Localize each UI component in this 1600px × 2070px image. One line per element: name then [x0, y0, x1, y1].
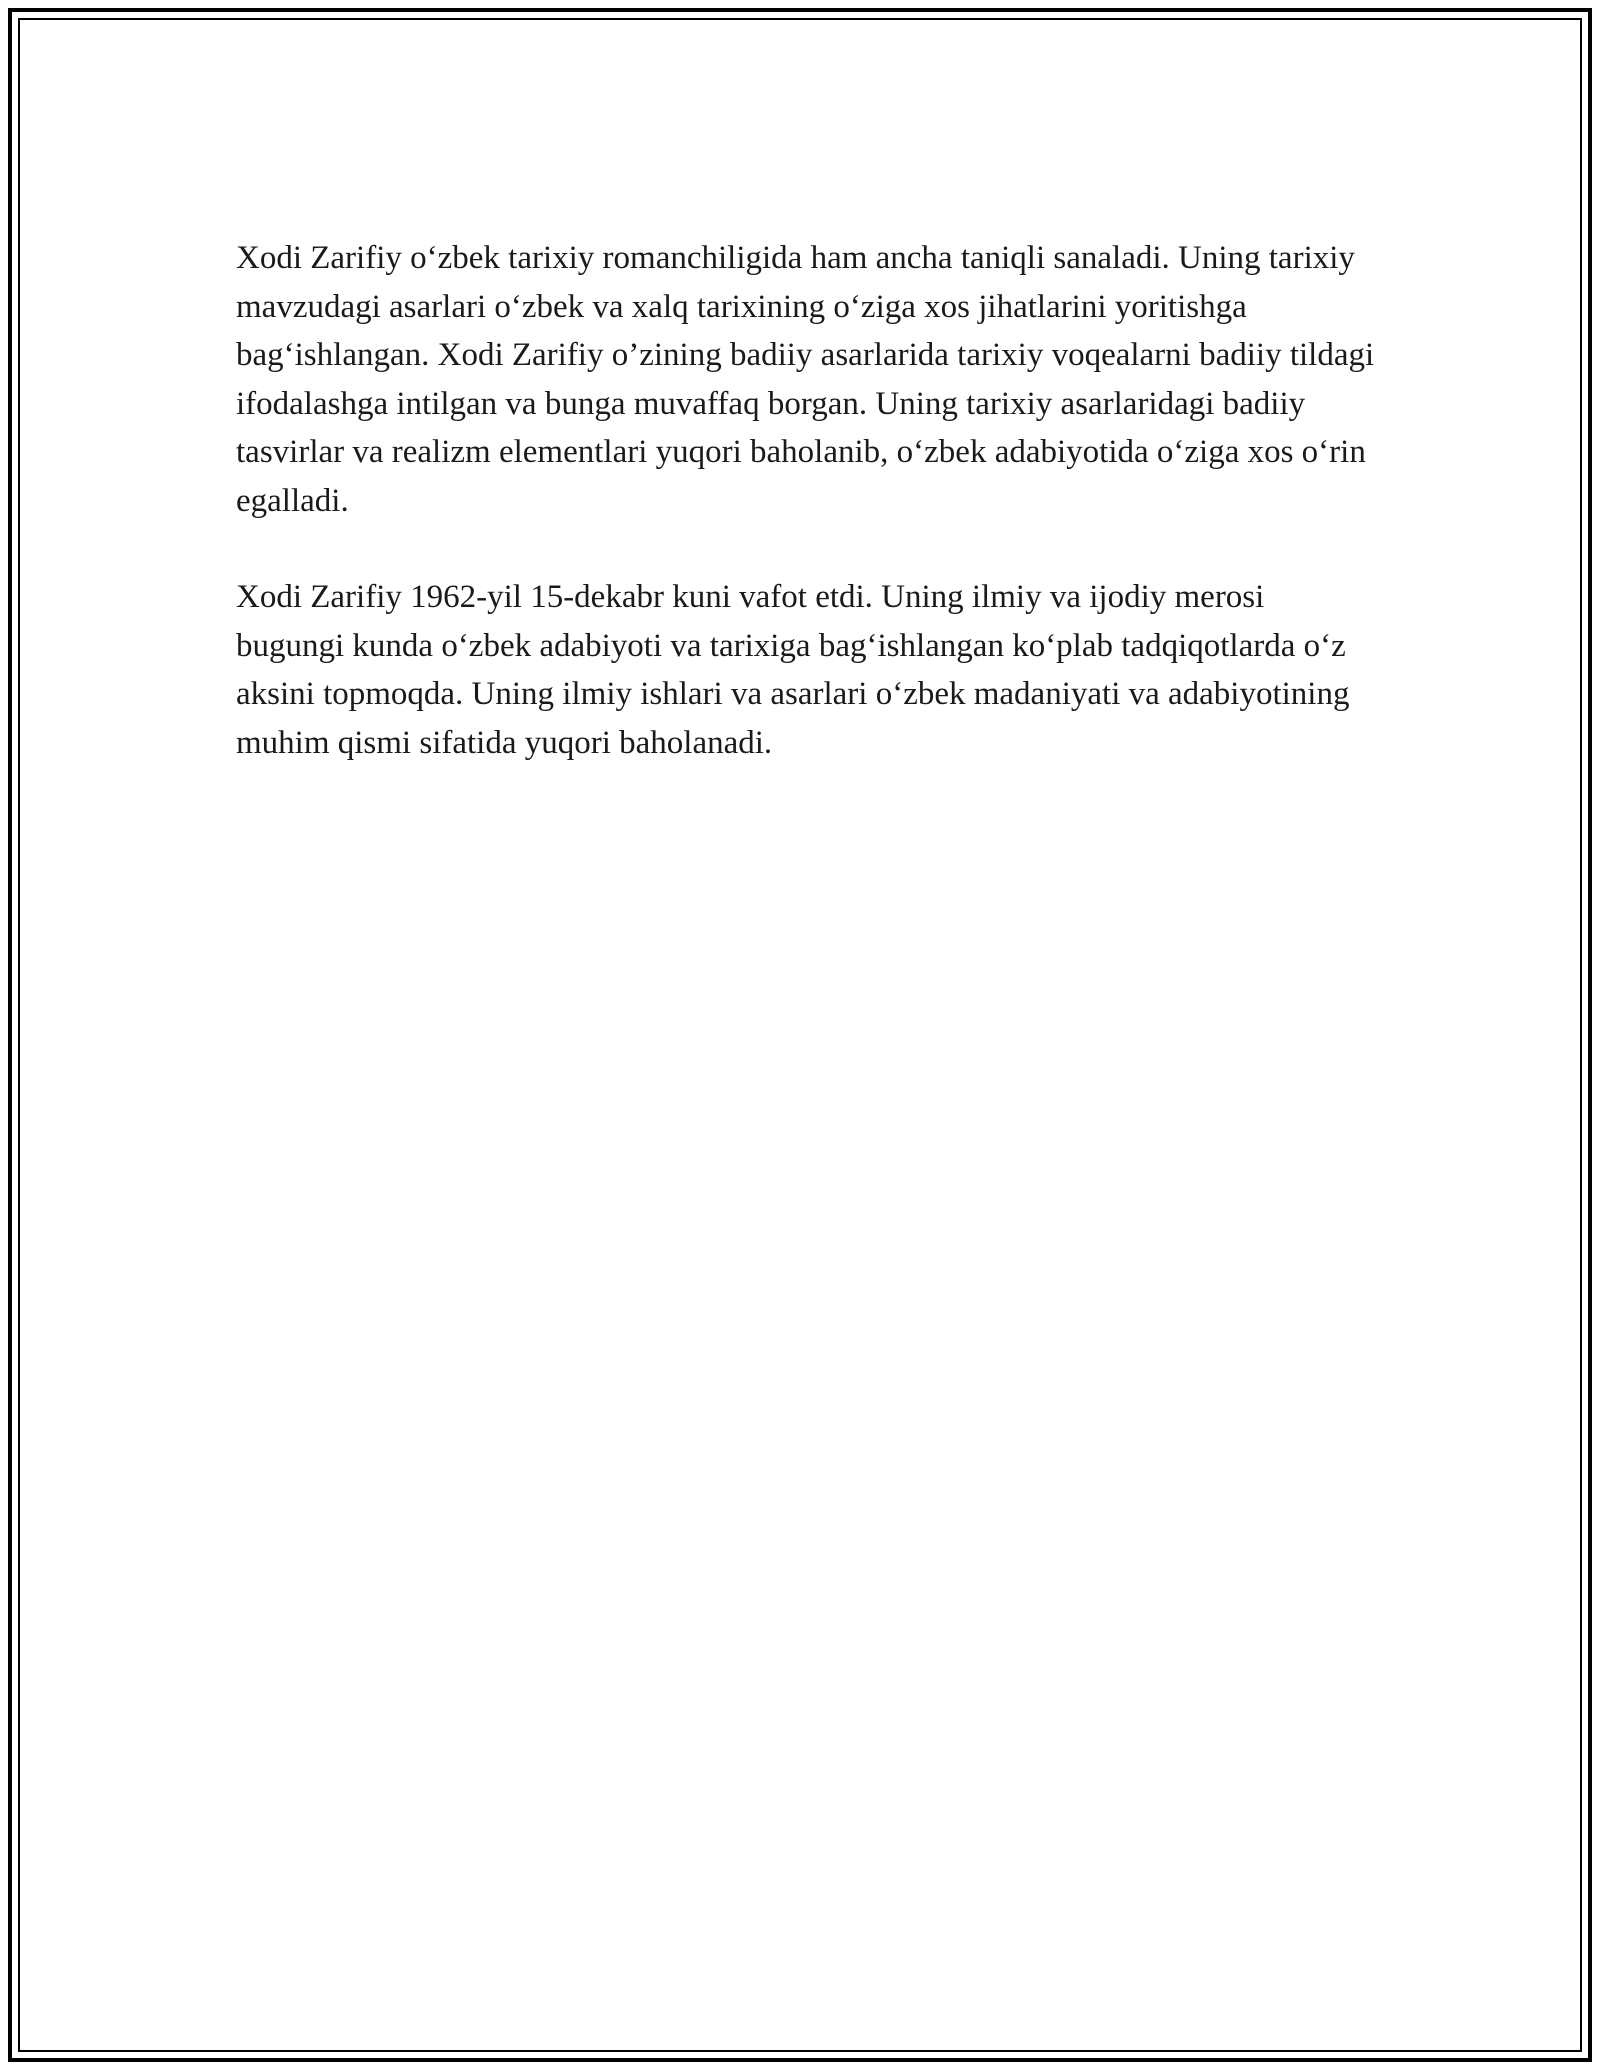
- paragraph-1: Xodi Zarifiy o‘zbek tarixiy romanchiligida ham ancha taniqli sanaladi. Uning tarixiy mavzudagi asarlari o‘zbek va xalq tarixining o‘ziga xos jihatlarini yoritishga bag‘ishlangan. Xodi Zarifiy o’zining badiiy asarlarida tarixiy voqealarni badiiy tildagi ifodalashga intilgan va bunga muvaffaq borgan. Uning tarixiy asarlaridagi badiiy tasvirlar va realizm elementlari yuqori baholanib, o‘zbek adabiyotida o‘ziga xos o‘rin egalladi.: [236, 240, 1375, 519]
- paragraph-2: Xodi Zarifiy 1962-yil 15-dekabr kuni vafot etdi. Uning ilmiy va ijodiy merosi bugungi kunda o‘zbek adabiyoti va tarixiga bag‘ishlangan ko‘plab tadqiqotlarda o‘z aksini topmoqda. Uning ilmiy ishlari va asarlari o‘zbek madaniyati va adabiyotining muhim qismi sifatida yuqori baholanadi.: [236, 579, 1350, 761]
- document-body: [236, 234, 1376, 815]
